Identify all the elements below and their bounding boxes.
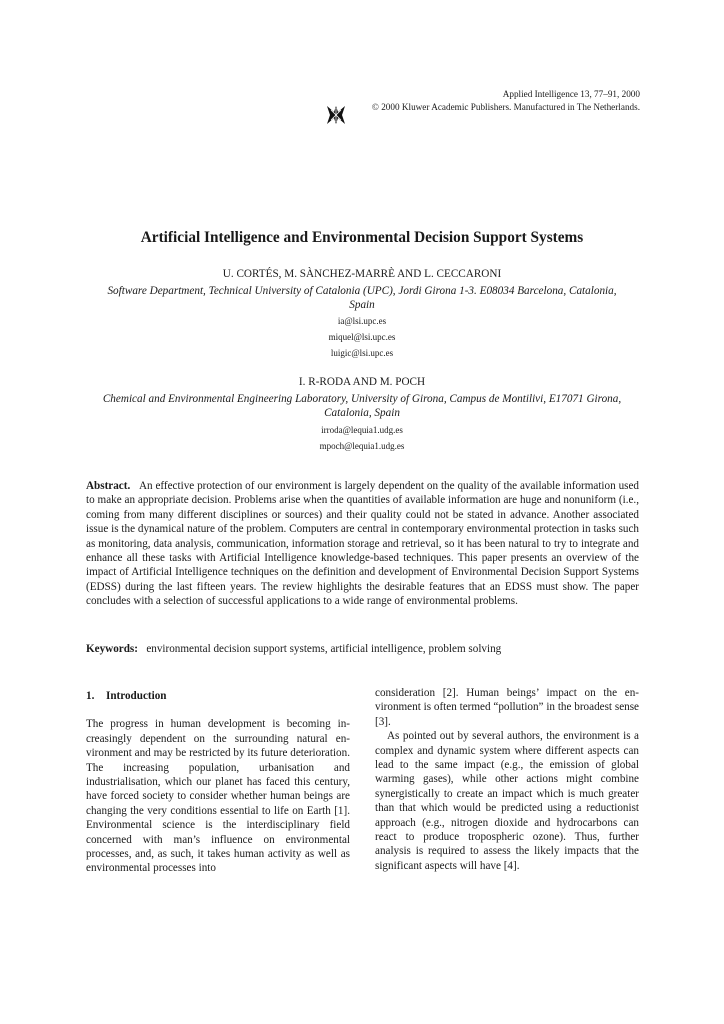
email-link[interactable]: miquel@lsi.upc.es — [328, 332, 396, 342]
keywords — [86, 643, 639, 655]
section-title: Introduction — [106, 690, 167, 702]
copyright-text: 2000 Kluwer Academic Publishers. Manufactured in The Netherlands. — [381, 102, 640, 112]
section-number: 1. — [86, 690, 95, 702]
email-link[interactable]: mpoch@lequia1.udg.es — [319, 441, 405, 451]
body-paragraph: consideration [2]. Human beings’ impact on the environment is often termed “pollution” in the broadest sense [3]. — [375, 687, 639, 728]
author-names: I. R-RODA AND M. POCH — [298, 376, 426, 388]
paper-title: Artificial Intelligence and Environmental Decision Support Systems — [140, 229, 584, 246]
author-names: U. CORTÉS, M. SÀNCHEZ-MARRÈ AND L. CECCARONI — [222, 268, 502, 280]
abstract-label: Abstract. — [86, 480, 131, 492]
copyright-line — [372, 101, 640, 114]
abstract — [86, 479, 639, 609]
keywords-label: Keywords: — [86, 643, 138, 655]
body-column-left — [86, 689, 350, 876]
email-link[interactable]: ia@lsi.upc.es — [337, 316, 387, 326]
author-affiliation: Chemical and Environmental Engineering Laboratory, University of Girona, Campus de Montilivi, E17071 Girona, Catalonia, Spain — [102, 393, 622, 419]
author-emails — [0, 313, 724, 361]
keywords-text: environmental decision support systems, artificial intelligence, problem solving — [146, 643, 502, 655]
body-paragraph: As pointed out by several authors, the environment is a complex and dynamic system where different aspects can lead to the same impact (e.g., the emission of global warming gases), while other actions might combine synergistically to create an impact which is much greater than that which would be predicted using a reductionist approach (e.g., nitrogen dioxide and hydrocarbons can react to produce tropospheric ozone). Thus, further analysis is required to assess the likely impacts that the significant aspects will have [4]. — [375, 730, 639, 872]
email-link[interactable]: luigic@lsi.upc.es — [330, 348, 394, 358]
author-affiliation: Software Department, Technical University of Catalonia (UPC), Jordi Girona 1-3. E08034 Barcelona, Catalonia, Spain — [107, 285, 617, 311]
body-column-right — [375, 686, 639, 873]
journal-info — [372, 88, 640, 114]
copyright-symbol: © — [371, 102, 379, 112]
author-emails — [0, 422, 724, 454]
email-link[interactable]: irroda@lequia1.udg.es — [321, 425, 403, 435]
journal-citation: Applied Intelligence 13, 77–91, 2000 — [502, 89, 640, 99]
section-heading — [86, 689, 350, 703]
kluwer-logo-icon — [326, 104, 346, 126]
body-paragraph: The progress in human development is becoming increasingly dependent on the surrounding natural environment and may be restricted by its future deterioration. The increasing population, urbanisation and industrialisation, which our planet has faced this century, have forced society to consider whether human beings are changing the very conditions essential to life on Earth [1]. Environmental science is the interdisciplinary field concerned with man’s influence on environmental processes, and, as such, it takes human activity as well as environmental processes into — [86, 718, 350, 875]
abstract-text: An effective protection of our environment is largely dependent on the quality of the available information used to make an appropriate decision. Problems arise when the quantities of available information are huge and nonuniform (i.e., coming from many different disciplines or sources) and their quality could not be stated in advance. Another associated issue is the dynamical nature of the problem. Computers are central in contemporary environmental protection in tasks such as monitoring, data analysis, communication, information storage and retrieval, so it has been natural to try to integrate and enhance all these tasks with Artificial Intelligence knowledge-based techniques. This paper presents an overview of the impact of Artificial Intelligence techniques on the definition and development of Environmental Decision Support Systems (EDSS) during the last fifteen years. The review highlights the desirable features that an EDSS must show. The paper concludes with a selection of successful applications to a wide range of environmental problems. — [86, 480, 639, 608]
